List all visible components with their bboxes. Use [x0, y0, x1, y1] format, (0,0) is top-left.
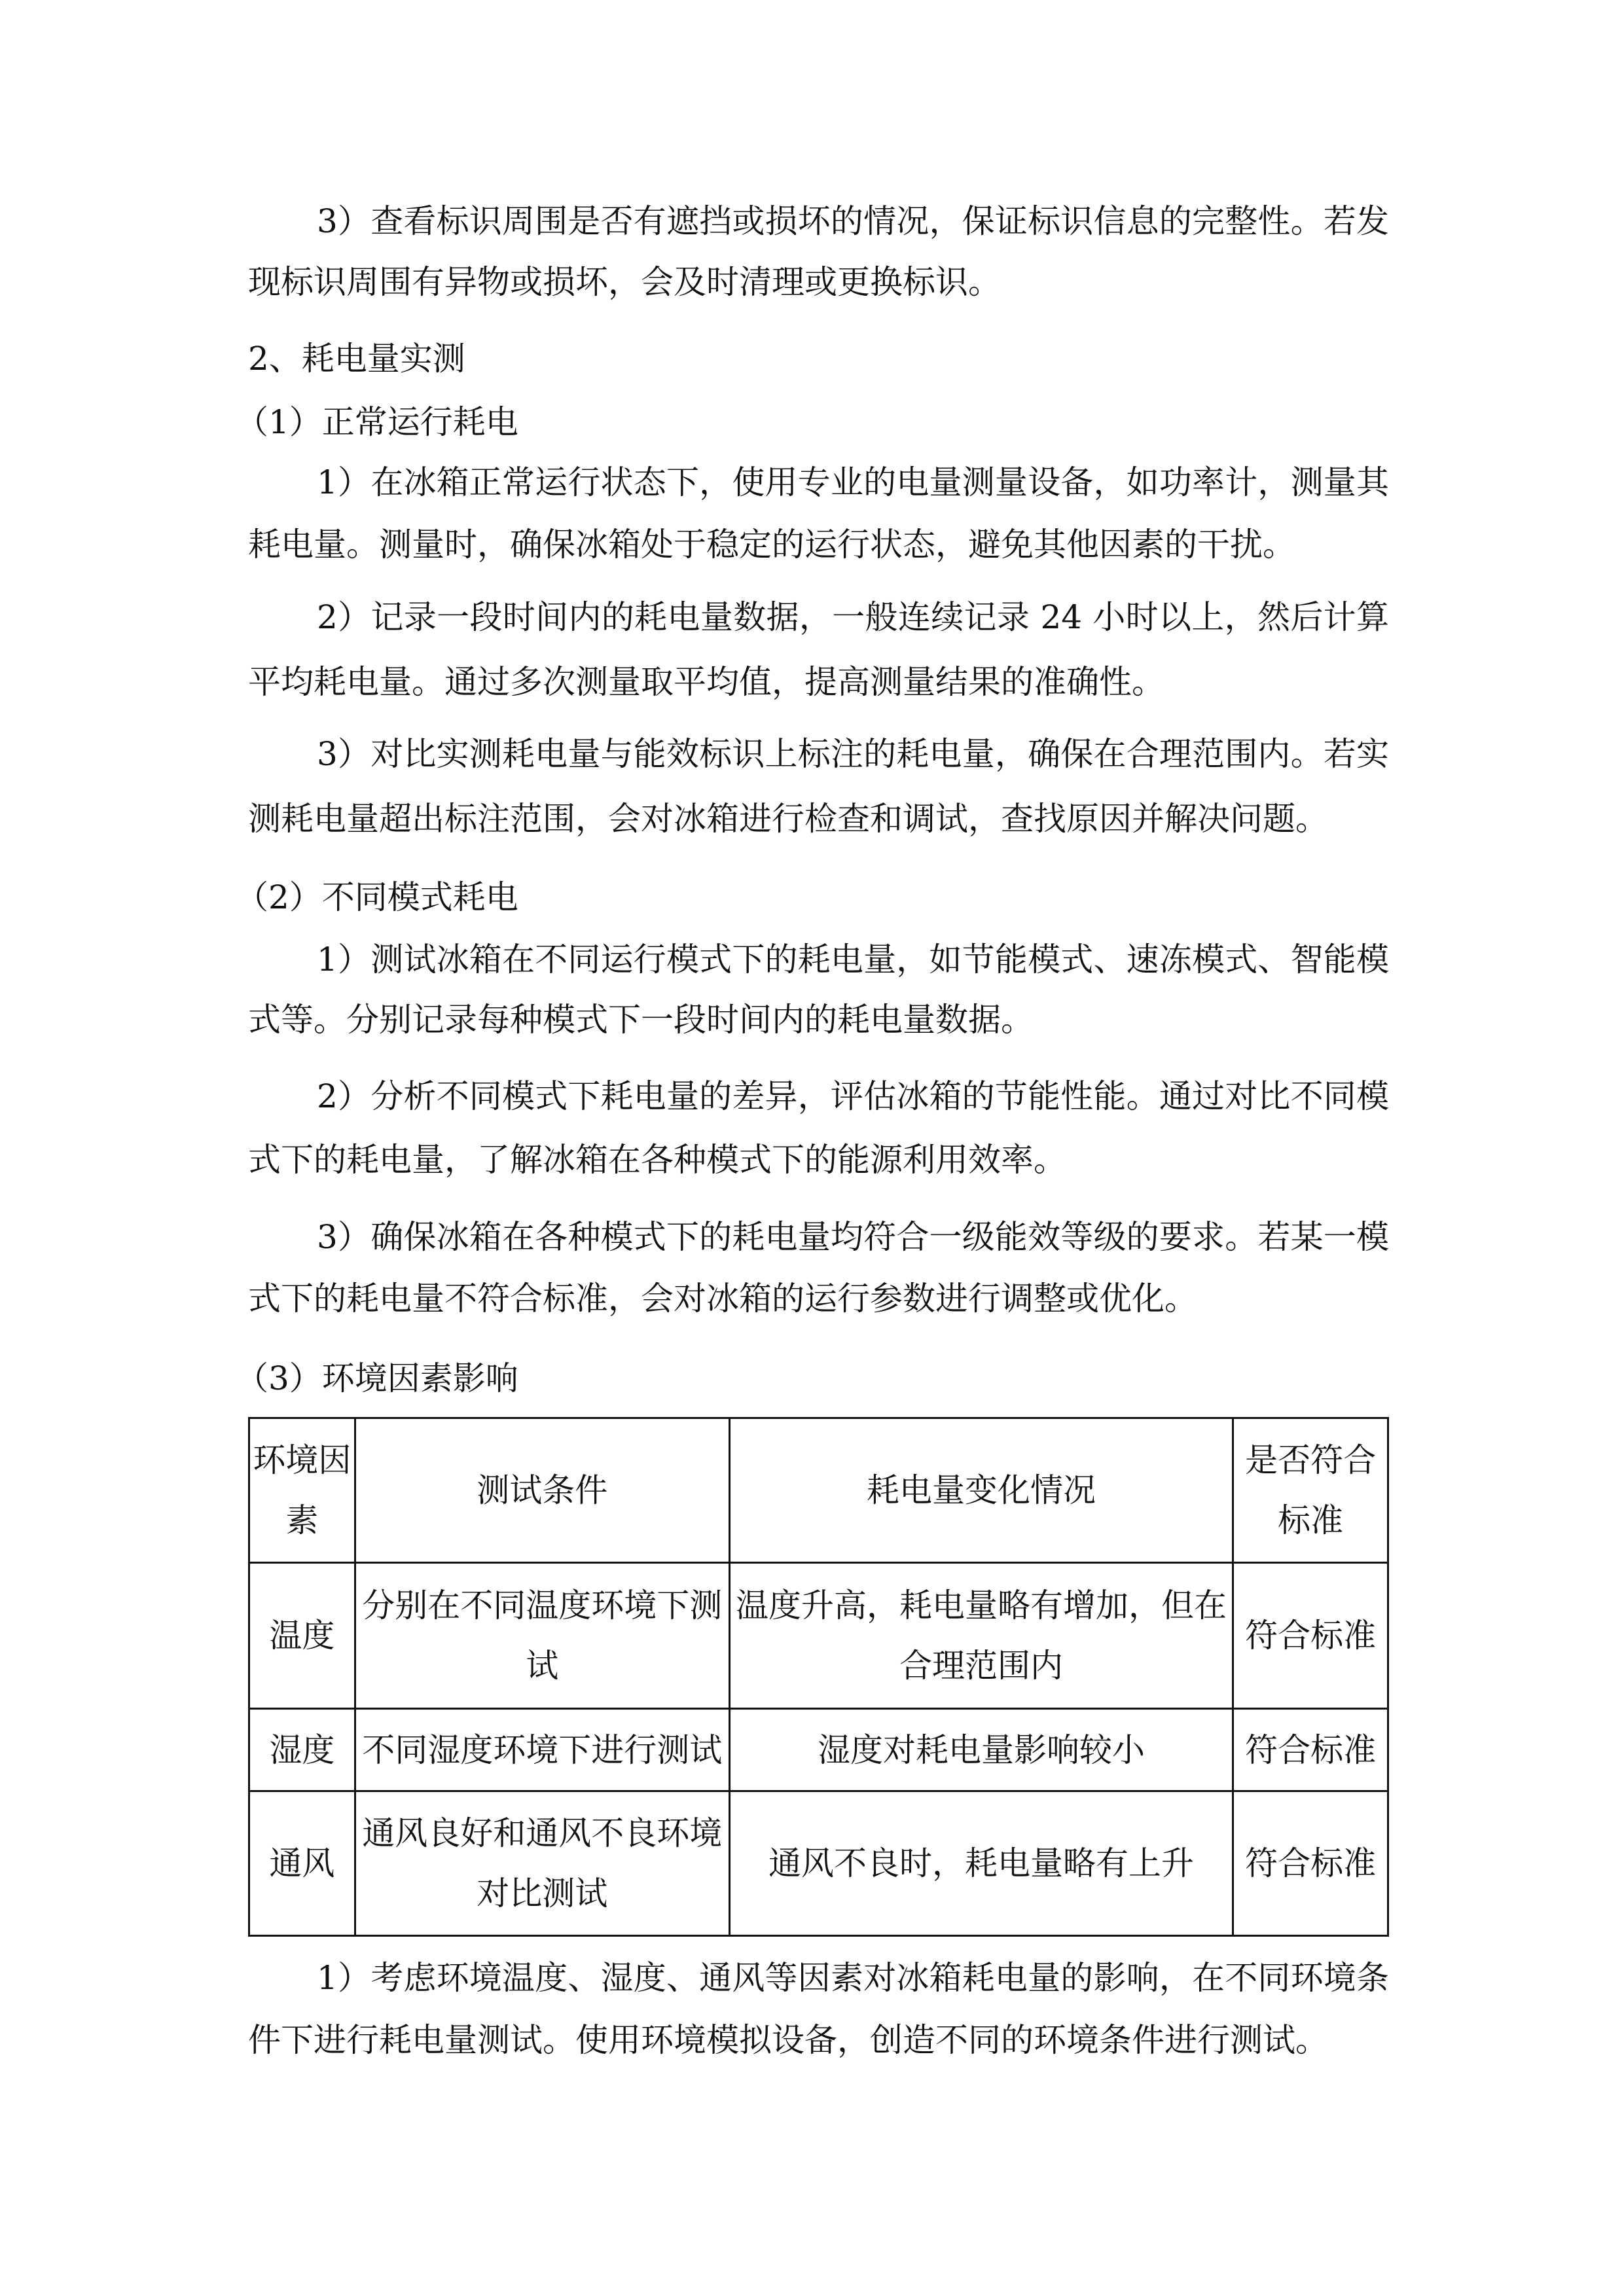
paragraph-line: 耗电量。测量时，确保冰箱处于稳定的运行状态，避免其他因素的干扰。	[248, 526, 1295, 564]
paragraph-line: 3）对比实测耗电量与能效标识上标注的耗电量，确保在合理范围内。若实	[317, 735, 1389, 773]
section-heading: 2、耗电量实测	[248, 340, 465, 378]
table-header-row	[249, 1418, 1388, 1563]
table-cell: 不同湿度环境下进行测试	[355, 1709, 729, 1791]
paragraph-line: 式下的耗电量不符合标准，会对冰箱的运行参数进行调整或优化。	[248, 1280, 1197, 1318]
header-cell: 是否符合标准	[1233, 1418, 1388, 1563]
table-cell: 符合标准	[1233, 1709, 1388, 1791]
paragraph-line: 件下进行耗电量测试。使用环境模拟设备，创造不同的环境条件进行测试。	[248, 2021, 1328, 2059]
header-cell: 耗电量变化情况	[729, 1418, 1233, 1563]
header-cell: 环境因素	[249, 1418, 355, 1563]
table-row	[249, 1709, 1388, 1791]
table-row	[249, 1563, 1388, 1709]
paragraph-line: 1）考虑环境温度、湿度、通风等因素对冰箱耗电量的影响，在不同环境条	[317, 1959, 1389, 1997]
paragraph-line: 现标识周围有异物或损坏，会及时清理或更换标识。	[248, 263, 1001, 301]
header-cell: 测试条件	[355, 1418, 729, 1563]
table-cell: 湿度对耗电量影响较小	[729, 1709, 1233, 1791]
table-cell: 通风	[249, 1791, 355, 1936]
subsection-heading: （2）不同模式耗电	[236, 878, 518, 916]
table-cell: 符合标准	[1233, 1563, 1388, 1709]
table-cell: 通风良好和通风不良环境对比测试	[355, 1791, 729, 1936]
paragraph-line: 1）测试冰箱在不同运行模式下的耗电量，如节能模式、速冻模式、智能模	[317, 941, 1389, 978]
paragraph-line: 式下的耗电量，了解冰箱在各种模式下的能源利用效率。	[248, 1141, 1066, 1179]
subsection-heading: （3）环境因素影响	[236, 1359, 518, 1397]
paragraph-line: 测耗电量超出标注范围，会对冰箱进行检查和调试，查找原因并解决问题。	[248, 800, 1328, 838]
subsection-heading: （1）正常运行耗电	[236, 403, 518, 441]
paragraph-line: 1）在冰箱正常运行状态下，使用专业的电量测量设备，如功率计，测量其	[317, 463, 1389, 501]
paragraph-line: 3）查看标识周围是否有遮挡或损坏的情况，保证标识信息的完整性。若发	[317, 202, 1389, 240]
table-cell: 通风不良时，耗电量略有上升	[729, 1791, 1233, 1936]
paragraph-line: 3）确保冰箱在各种模式下的耗电量均符合一级能效等级的要求。若某一模	[317, 1218, 1389, 1256]
table-cell: 温度	[249, 1563, 355, 1709]
paragraph-line: 平均耗电量。通过多次测量取平均值，提高测量结果的准确性。	[248, 663, 1164, 701]
paragraph-line: 2）分析不同模式下耗电量的差异，评估冰箱的节能性能。通过对比不同模	[317, 1077, 1389, 1115]
table-cell: 湿度	[249, 1709, 355, 1791]
table-cell: 分别在不同温度环境下测试	[355, 1563, 729, 1709]
paragraph-line: 式等。分别记录每种模式下一段时间内的耗电量数据。	[248, 1001, 1034, 1039]
paragraph-line: 2）记录一段时间内的耗电量数据，一般连续记录 24 小时以上，然后计算	[317, 598, 1389, 636]
table-row	[249, 1791, 1388, 1936]
environment-factor-table	[248, 1417, 1389, 1937]
table-cell: 温度升高，耗电量略有增加，但在合理范围内	[729, 1563, 1233, 1709]
table-cell: 符合标准	[1233, 1791, 1388, 1936]
